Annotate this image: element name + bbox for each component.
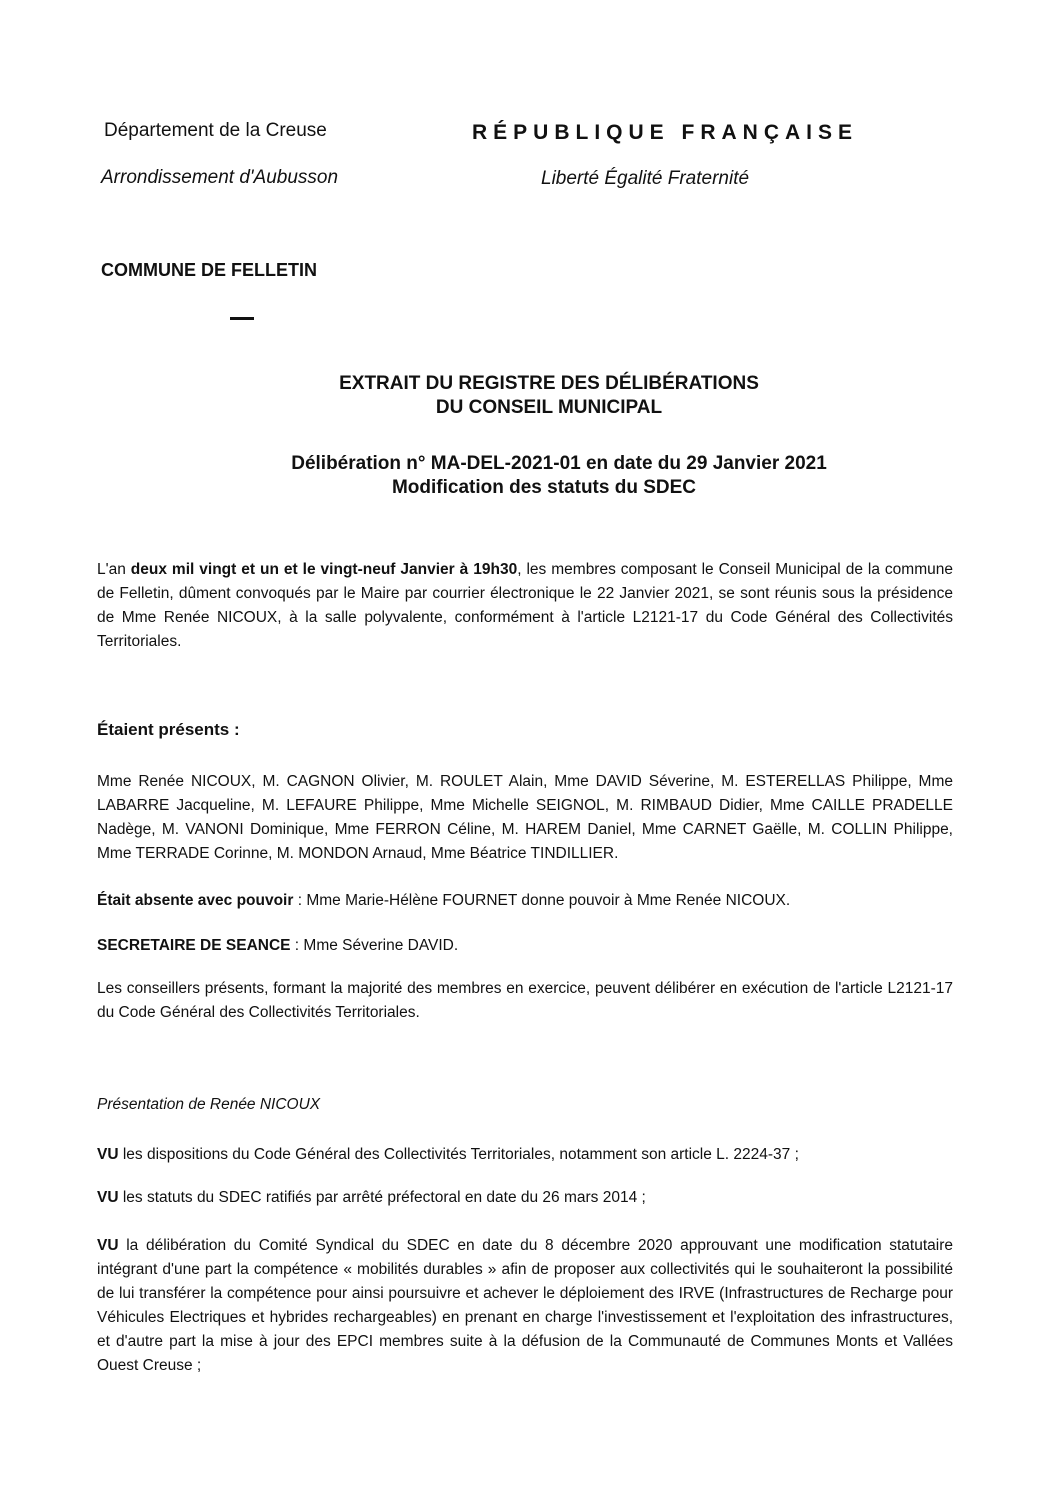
presents-heading: Étaient présents : <box>97 720 240 739</box>
presentation-line: Présentation de Renée NICOUX <box>97 1096 321 1113</box>
deliberation-number: Délibération n° MA-DEL-2021-01 en date du 29 Janvier 2021 <box>291 453 827 474</box>
vu-label: VU <box>97 1189 119 1206</box>
arrondissement-label: Arrondissement d'Aubusson <box>101 167 339 188</box>
department-label: Département de la Creuse <box>104 120 327 141</box>
intro-paragraph <box>97 558 953 654</box>
secretary-text: : Mme Séverine DAVID. <box>290 937 459 954</box>
secretary-paragraph <box>97 934 953 958</box>
separator-dash <box>230 317 254 320</box>
quorum-paragraph: Les conseillers présents, formant la majorité des membres en exercice, peuvent délibérer en exécution de l'article L2121-17 du Code Général des Collectivités Territoriales. <box>97 980 953 1021</box>
intro-prefix: L'an <box>97 561 131 578</box>
vu-label: VU <box>97 1146 119 1163</box>
vu-paragraph <box>97 1186 953 1210</box>
intro-text: , les membres composant le Conseil Municipal de la commune de Felletin, dûment convoqués par le Maire par courrier électronique le 22 Janvier 2021, se sont réunis sous la présidence de Mme Renée NICOUX, à la salle polyvalente, conformément à l'article L2121-17 du Code Général des Collectivités Territoriales. <box>97 561 953 650</box>
vu-text: la délibération du Comité Syndical du SDEC en date du 8 décembre 2020 approuvant une modification statutaire intégrant d'une part la compétence « mobilités durables » afin de proposer aux collectivités qui le souhaiteront la possibilité de lui transférer la compétence pour ainsi poursuivre et achever le déploiement des IRVE (Infrastructures de Recharge pour Véhicules Electriques et hybrides rechargeables) en prenant en charge l'investissement et l'exploitation des infrastructures, et d'autre part la mise à jour des EPCI membres suite à la défusion de la Communauté de Communes Monts et Vallées Ouest Creuse ; <box>97 1237 953 1374</box>
vu-paragraph <box>97 1234 953 1378</box>
republic-motto: Liberté Égalité Fraternité <box>541 168 750 189</box>
vu-paragraph <box>97 1143 953 1167</box>
vu-label: VU <box>97 1237 119 1254</box>
presents-list: Mme Renée NICOUX, M. CAGNON Olivier, M. ROULET Alain, Mme DAVID Séverine, M. ESTERELLAS Philippe, Mme LABARRE Jacqueline, M. LEFAURE Philippe, Mme Michelle SEIGNOL, M. RIMBAUD Didier, Mme CAILLE PRADELLE Nadège, M. VANONI Dominique, Mme FERRON Céline, M. HAREM Daniel, Mme CARNET Gaëlle, M. COLLIN Philippe, Mme TERRADE Corinne, M. MONDON Arnaud, Mme Béatrice TINDILLIER. <box>97 773 953 862</box>
extract-title-line1: EXTRAIT DU REGISTRE DES DÉLIBÉRATIONS <box>339 373 759 394</box>
absent-paragraph <box>97 889 953 913</box>
extract-title-line2: DU CONSEIL MUNICIPAL <box>435 397 663 418</box>
secretary-label: SECRETAIRE DE SEANCE <box>97 937 291 954</box>
republic-heading: RÉPUBLIQUE FRANÇAISE <box>472 121 859 144</box>
commune-name: COMMUNE DE FELLETIN <box>101 260 317 280</box>
absent-label: Était absente avec pouvoir <box>97 892 294 909</box>
absent-text: : Mme Marie-Hélène FOURNET donne pouvoir à Mme Renée NICOUX. <box>293 892 791 909</box>
vu-text: les statuts du SDEC ratifiés par arrêté préfectoral en date du 26 mars 2014 ; <box>118 1189 646 1206</box>
intro-date: deux mil vingt et un et le vingt-neuf Janvier à 19h30 <box>130 561 518 578</box>
vu-text: les dispositions du Code Général des Collectivités Territoriales, notamment son article L. 2224-37 ; <box>118 1146 799 1163</box>
deliberation-subject: Modification des statuts du SDEC <box>391 477 697 498</box>
